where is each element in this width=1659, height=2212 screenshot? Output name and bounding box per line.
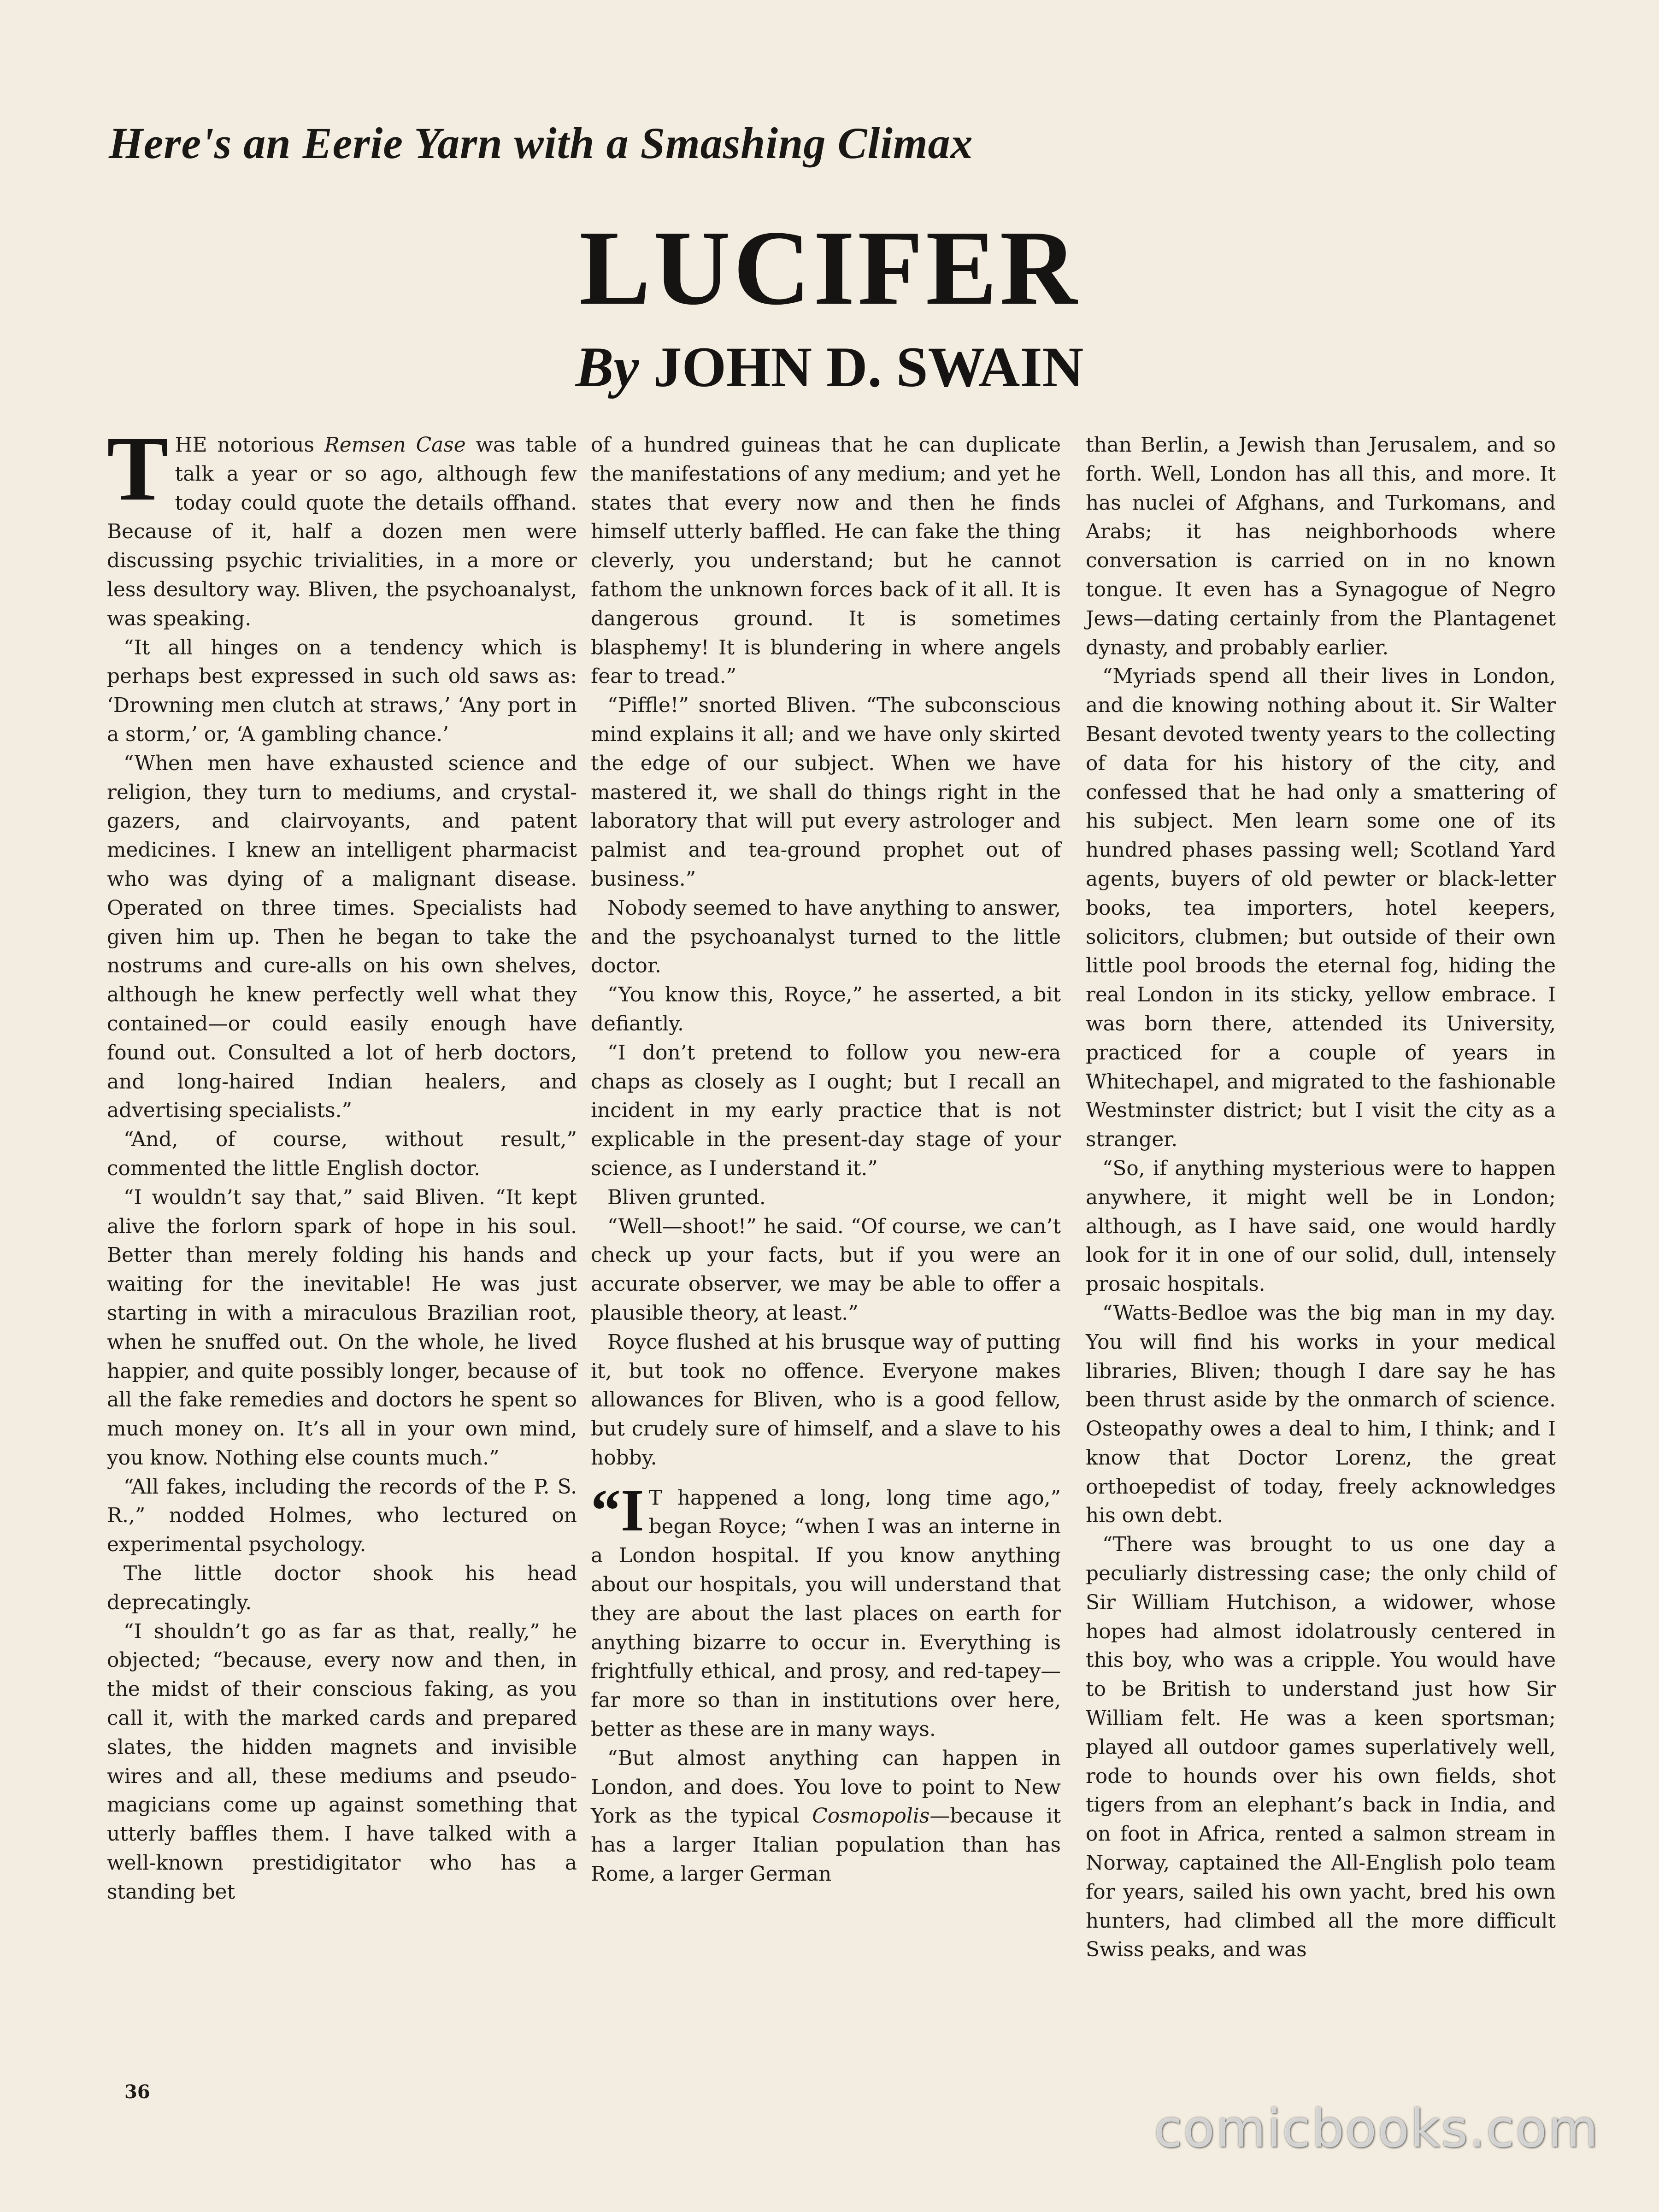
paragraph: “There was brought to us one day a peculiarly distressing case; the only child of Sir William Hutchison, a widower, whose hopes had almost idolatrously centered in this boy, who was a cripple. You would have to be British to understand just how Sir William felt. He was a keen sportsman; played all outdoor games superlatively well, rode to hounds over his own fields, shot tigers from an elephant’s back in India, and on foot in Africa, rented a salmon stream in Norway, captained the All-English polo team for years, sailed his own yacht, bred his own hunters, had climbed all the more difficult Swiss peaks, and was: [1086, 1533, 1556, 1962]
site-watermark: comicbooks.com: [1153, 2099, 1599, 2159]
italic-text: Cosmopolis: [812, 1804, 930, 1828]
paragraph: than Berlin, a Jewish than Jerusalem, and so forth. Well, London has all this, and more. It has nuclei of Afghans, and Turkomans, and Arabs; it has neighborhoods where conversation is carried on in no known tongue. It even has a Synagogue of Negro Jews—dating certainly from the Plantagenet dynasty, and probably earlier.: [1086, 433, 1556, 659]
kicker-headline: Here's an Eerie Yarn with a Smashing Climax: [109, 118, 973, 168]
paragraph: “Piffle!” snorted Bliven. “The subconscious mind explains it all; and we have only skirted the edge of our subject. When we have mastered it, we shall do things right in the laboratory that will put every astrologer and palmist and tea-ground prophet out of business.”: [591, 694, 1061, 891]
story-title: LUCIFER: [579, 209, 1080, 327]
paragraph: “I T happened a long, long time ago,” began Royce; “when I was an interne in a London hospital. If you know anything about our hospitals, you will understand that they are about the last places on earth for anything bizarre to occur in. Everything is frightfully ethical, and prosy, and red-tapey—far more so than in institutions over here, better as these are in many ways.: [591, 1477, 1061, 1741]
byline-by: By: [575, 335, 639, 399]
drop-cap: “I: [591, 1477, 644, 1544]
paragraph: “It all hinges on a tendency which is perhaps best expressed in such old saws as: ‘Drowning men clutch at straws,’ ‘Any port in a storm,’ or, ‘A gambling chance.’: [107, 635, 577, 746]
page-number: 36: [124, 2081, 150, 2103]
text-column-2: [591, 431, 1061, 1889]
paragraph: “I don’t pretend to follow you new-era chaps as closely as I ought; but I recall an incident in my early practice that is not explicable in the present-day stage of your science, as I understand it.”: [591, 1041, 1061, 1180]
paragraph: The little doctor shook his head deprecatingly.: [107, 1562, 577, 1614]
paragraph: “But almost anything can happen in London, and does. You love to point to New York as the typical Cosmopolis—because it has a larger Italian population than has Rome, a larger German: [591, 1746, 1061, 1886]
paragraph: “All fakes, including the records of the P. S. R.,” nodded Holmes, who lectured on experimental psychology.: [107, 1475, 577, 1557]
drop-cap: T: [107, 418, 169, 520]
paragraph: “I shouldn’t go as far as that, really,” he objected; “because, every now and then, in the midst of their conscious faking, as you call it, with the marked cards and prepared slates, the hidden magnets and invisible wires and all, these mediums and pseudo-magicians come up against something that utterly baffles them. I have talked with a well-known prestidigitator who has a standing bet: [107, 1619, 577, 1904]
paragraph: “Well—shoot!” he said. “Of course, we can’t check up your facts, but if you were an accurate observer, we may be able to offer a plausible theory, at least.”: [591, 1214, 1061, 1325]
paragraph: “So, if anything mysterious were to happen anywhere, it might well be in London; although, as I have said, one would hardly look for it in one of our solid, dull, intensely prosaic hospitals.: [1086, 1156, 1556, 1296]
paragraph: “I wouldn’t say that,” said Bliven. “It kept alive the forlorn spark of hope in his soul. Better than merely folding his hands and waiting for the inevitable! He was just starting in with a miraculous Brazilian root, when he snuffed out. On the whole, he lived happier, and quite possibly longer, because of all the fake remedies and doctors he spent so much money on. It’s all in your own mind, you know. Nothing else counts much.”: [107, 1185, 577, 1470]
section-break: [591, 1473, 1061, 1484]
paragraph: THE notorious Remsen Case was table talk a year or so ago, although few today could quote the details offhand. Because of it, half a dozen men were discussing psychic trivialities, in a more or less desultory way. Bliven, the psychoanalyst, was speaking.: [107, 418, 577, 630]
italic-text: Remsen Case: [324, 433, 466, 457]
text-column-1: [107, 418, 577, 1907]
paragraph: “Myriads spend all their lives in London, and die knowing nothing about it. Sir Walter Besant devoted twenty years to the collecting of data for his history of the city, and confessed that he had only a smattering of his subject. Men learn some one of its hundred phases passing well; Scotland Yard agents, buyers of old pewter or black-letter books, tea importers, hotel keepers, solicitors, clubmen; but outside of their own little pool broods the eternal fog, hiding the real London in its sticky, yellow embrace. I was born there, attended its University, practiced for a couple of years in Whitechapel, and migrated to the fashionable Westminster district; but I visit the city as a stranger.: [1086, 665, 1556, 1152]
byline: [0, 333, 1659, 402]
byline-author: JOHN D. SWAIN: [653, 335, 1084, 399]
paragraph: “When men have exhausted science and religion, they turn to mediums, and crystal-gazers, and clairvoyants, and patent medicines. I knew an intelligent pharmacist who was dying of a malignant disease. Operated on three times. Specialists had given him up. Then he began to take the nostrums and cure-alls on his own shelves, although he knew perfectly well what they contained—or could easily enough have found out. Consulted a lot of herb doctors, and long-haired Indian healers, and advertising specialists.”: [107, 751, 577, 1123]
paragraph: “You know this, Royce,” he asserted, a bit defiantly.: [591, 983, 1061, 1035]
paragraph: “Watts-Bedloe was the big man in my day. You will find his works in your medical libraries, Bliven; though I dare say he has been thrust aside by the onmarch of science. Osteopathy owes a deal to him, I think; and I know that Doctor Lorenz, the great orthoepedist of today, freely acknowledges his own debt.: [1086, 1301, 1556, 1528]
text-column-3: [1086, 431, 1556, 1965]
paragraph: Nobody seemed to have anything to answer, and the psychoanalyst turned to the little doctor.: [591, 896, 1061, 978]
paragraph: Bliven grunted.: [607, 1185, 766, 1209]
paragraph: Royce flushed at his brusque way of putting it, but took no offence. Everyone makes allowances for Bliven, who is a good fellow, but crudely sure of himself, and a slave to his hobby.: [591, 1330, 1061, 1470]
paragraph: of a hundred guineas that he can duplicate the manifestations of any medium; and yet he states that every now and then he finds himself utterly baffled. He can fake the thing cleverly, you understand; but he cannot fathom the unknown forces back of it all. It is dangerous ground. It is sometimes blasphemy! It is blundering in where angels fear to tread.”: [591, 433, 1061, 688]
paragraph: “And, of course, without result,” commented the little English doctor.: [107, 1128, 577, 1180]
